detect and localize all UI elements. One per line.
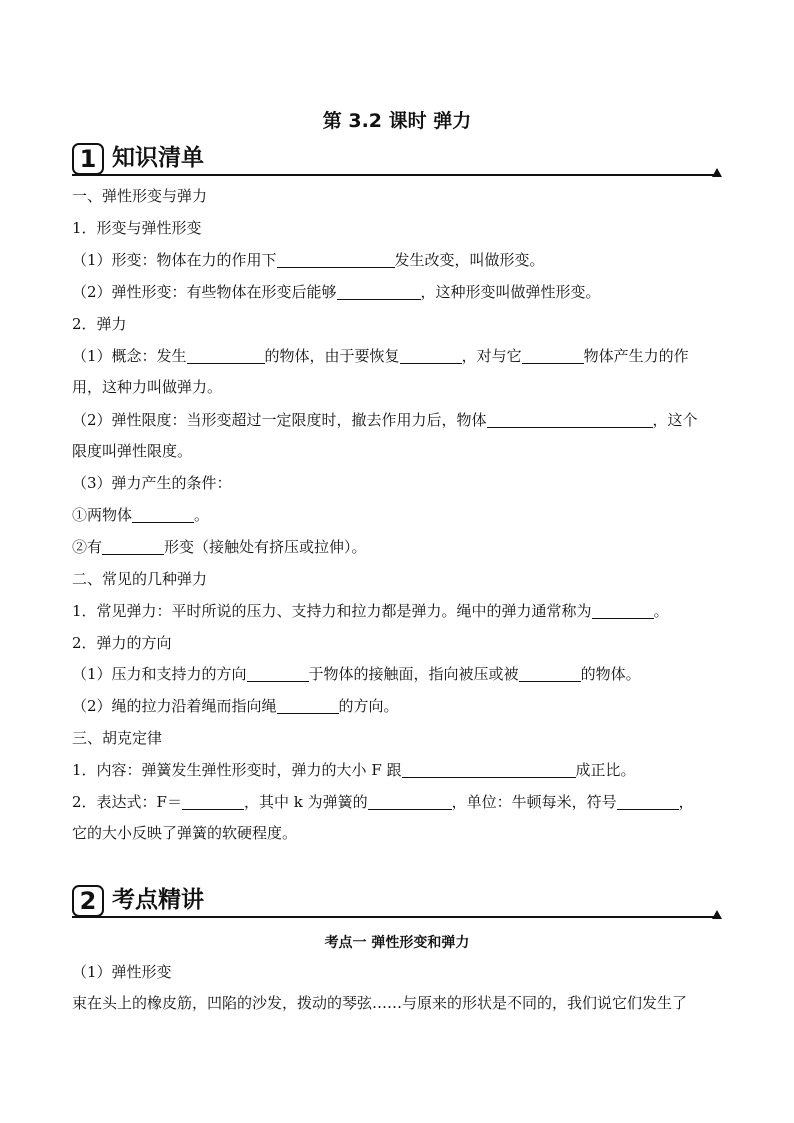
fill-blank[interactable]: [187, 347, 265, 364]
fill-blank[interactable]: [617, 793, 679, 810]
text: 1．常见弹力：平时所说的压力、支持力和拉力都是弹力。绳中的弹力通常称为: [72, 602, 592, 620]
line-concept: [72, 346, 722, 366]
triangle-icon: [712, 168, 722, 177]
fill-blank[interactable]: [519, 665, 581, 682]
line-rope-tension: [72, 696, 722, 716]
subheading-elastic-force: 2．弹力: [72, 315, 127, 333]
text: ②有: [72, 538, 103, 556]
section-number-badge: 1: [72, 143, 104, 175]
text: （1）形变：物体在力的作用下: [72, 251, 277, 269]
subheading-deformation: 1．形变与弹性形变: [72, 219, 202, 237]
line-elastic-deformation-sub: （1）弹性形变: [72, 963, 172, 981]
text: 的物体。: [580, 665, 641, 683]
text: ，: [678, 793, 694, 811]
text: （1）概念：发生: [72, 347, 187, 365]
line-hooke-formula-cont: 它的大小反映了弹簧的软硬程度。: [72, 824, 298, 842]
fill-blank[interactable]: [182, 793, 244, 810]
section-rule: [72, 174, 714, 176]
fill-blank[interactable]: [487, 411, 653, 428]
text: （2）弹性限度：当形变超过一定限度时，撤去作用力后，物体: [72, 411, 487, 429]
text: ，这个: [652, 411, 698, 429]
section-header-knowledge: [72, 143, 722, 177]
text: 发生改变，叫做形变。: [394, 251, 545, 269]
line-conditions: （3）弹力产生的条件：: [72, 474, 232, 492]
text: ，单位：牛顿每米，符号: [451, 793, 617, 811]
line-hooke-content: [72, 760, 722, 780]
line-elastic-limit: [72, 410, 722, 430]
line-hooke-formula: [72, 792, 722, 812]
line-pressure-direction: [72, 664, 722, 684]
heading-hookes-law: 三、胡克定律: [72, 729, 163, 747]
text: 形变（接触处有挤压或拉伸）。: [164, 538, 367, 556]
fill-blank[interactable]: [337, 283, 421, 300]
subheading-force-direction: 2．弹力的方向: [72, 634, 172, 652]
fill-blank[interactable]: [277, 251, 395, 268]
text: ①两物体: [72, 506, 133, 524]
text: ，对与它: [461, 347, 522, 365]
section-label: 考点精讲: [112, 887, 204, 913]
text: 的物体，由于要恢复: [264, 347, 400, 365]
line-condition-2: [72, 537, 722, 557]
text: （2）弹性形变：有些物体在形变后能够: [72, 283, 337, 301]
fill-blank[interactable]: [592, 602, 654, 619]
text: 1．内容：弹簧发生弹性形变时，弹力的大小 F 跟: [72, 761, 402, 779]
page-title: 第 3.2 课时 弹力: [322, 110, 472, 132]
fill-blank[interactable]: [400, 347, 462, 364]
fill-blank[interactable]: [522, 347, 584, 364]
fill-blank[interactable]: [368, 793, 452, 810]
line-deformation-def: [72, 250, 722, 270]
section-header-key-points: [72, 885, 722, 919]
text: 物体产生力的作: [583, 347, 689, 365]
line-condition-1: [72, 505, 722, 525]
fill-blank[interactable]: [277, 697, 339, 714]
text: 2．表达式：F＝: [72, 793, 182, 811]
fill-blank[interactable]: [102, 538, 164, 555]
text: 于物体的接触面，指向被压或被: [308, 665, 519, 683]
line-elastic-def: [72, 282, 722, 302]
fill-blank[interactable]: [402, 761, 576, 778]
text: 。: [653, 602, 669, 620]
text: （1）压力和支持力的方向: [72, 665, 247, 683]
text: 的方向。: [338, 697, 399, 715]
section-label: 知识清单: [112, 145, 204, 171]
line-elastic-limit-cont: 限度叫弹性限度。: [72, 442, 193, 460]
key-point-title: 考点一 弹性形变和弹力: [324, 935, 470, 951]
text: ，这种形变叫做弹性形变。: [420, 283, 601, 301]
section-number-badge: 2: [72, 885, 104, 917]
fill-blank[interactable]: [132, 506, 194, 523]
section-rule: [72, 916, 714, 918]
text: 。: [194, 506, 210, 524]
text: 成正比。: [575, 761, 636, 779]
text: （2）绳的拉力沿着绳而指向绳: [72, 697, 277, 715]
text: ，其中 k 为弹簧的: [243, 793, 368, 811]
line-common-forces: [72, 601, 722, 621]
heading-elastic-deformation: 一、弹性形变与弹力: [72, 187, 208, 205]
line-concept-cont: 用，这种力叫做弹力。: [72, 378, 223, 396]
fill-blank[interactable]: [247, 665, 309, 682]
triangle-icon: [712, 910, 722, 919]
line-examples: 束在头上的橡皮筋，凹陷的沙发，拨动的琴弦……与原来的形状是不同的，我们说它们发生了: [72, 994, 688, 1012]
heading-common-forces: 二、常见的几种弹力: [72, 570, 208, 588]
